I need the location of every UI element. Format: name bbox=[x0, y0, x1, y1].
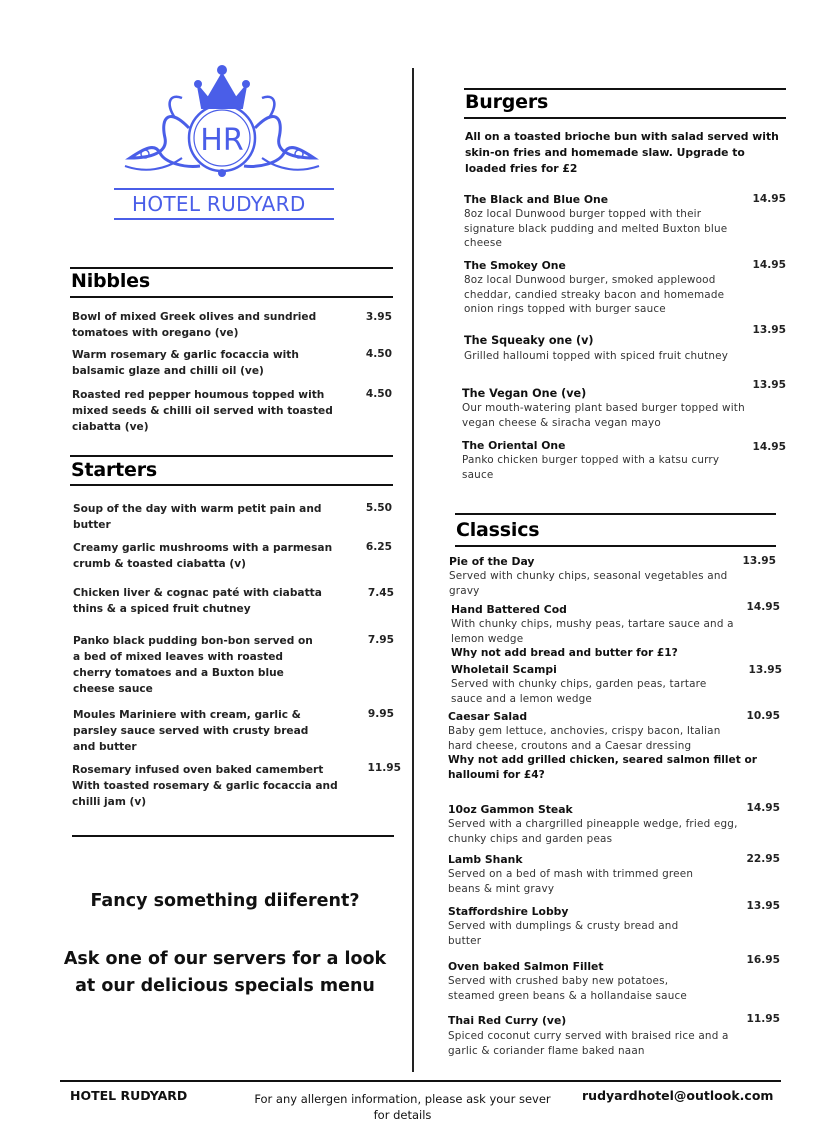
menu-item: Panko black pudding bon-bon served on a bed of mixed leaves with roasted cherry tomatoes and a Buxton blue cheese sauce bbox=[73, 635, 313, 695]
footer-email: rudyardhotel@outlook.com bbox=[582, 1088, 774, 1103]
item-name: Lamb Shank bbox=[448, 853, 523, 866]
burgers-intro: All on a toasted brioche bun with salad served with skin-on fries and homemade slaw. Upgrade to loaded fries for £2 bbox=[465, 130, 779, 175]
item-desc: 8oz local Dunwood burger, smoked applewood cheddar, candied streaky bacon and homemade onion rings topped with burger sauce bbox=[464, 274, 725, 315]
item-name: 10oz Gammon Steak bbox=[448, 803, 573, 816]
classics-rule-top bbox=[455, 513, 776, 515]
nibbles-title: Nibbles bbox=[71, 270, 150, 292]
menu-price: 14.95 bbox=[752, 259, 786, 271]
item-desc: Served on a bed of mash with trimmed green beans & mint gravy bbox=[448, 868, 694, 895]
promo-body: Ask one of our servers for a look at our delicious specials menu bbox=[63, 949, 387, 996]
item-name: Wholetail Scampi bbox=[451, 663, 557, 676]
logo-rule-bottom bbox=[114, 218, 334, 220]
menu-price: 4.50 bbox=[365, 388, 392, 400]
item-desc: Served with crushed baby new potatoes, steamed green beans & a hollandaise sauce bbox=[448, 975, 688, 1002]
menu-item: Chicken liver & cognac paté with ciabatta thins & a spiced fruit chutney bbox=[73, 587, 322, 615]
hotel-logo bbox=[110, 58, 335, 223]
starters-rule-bottom bbox=[70, 484, 393, 486]
nibbles-rule-top bbox=[70, 267, 393, 269]
burgers-rule-bottom bbox=[464, 117, 786, 119]
item-name: Oven baked Salmon Fillet bbox=[448, 960, 604, 973]
item-desc: With chunky chips, mushy peas, tartare sauce and a lemon wedge bbox=[451, 618, 734, 645]
menu-item bbox=[462, 439, 754, 482]
menu-price: 13.95 bbox=[752, 379, 786, 391]
menu-item bbox=[451, 603, 746, 661]
footer-allergen-note: For any allergen information, please ask your sever for details bbox=[254, 1092, 551, 1122]
column-divider bbox=[412, 68, 414, 1072]
menu-price: 11.95 bbox=[746, 1013, 780, 1025]
item-desc: Grilled halloumi topped with spiced fruit chutney bbox=[464, 350, 729, 362]
logo-rule-top bbox=[114, 188, 334, 190]
menu-item: Roasted red pepper houmous topped with mixed seeds & chilli oil served with toasted ciabatta (ve) bbox=[72, 389, 333, 433]
menu-price: 14.95 bbox=[752, 441, 786, 453]
menu-item bbox=[448, 960, 718, 1003]
menu-item bbox=[448, 905, 698, 948]
logo-name: HOTEL RUDYARD bbox=[132, 192, 306, 216]
menu-price: 22.95 bbox=[746, 853, 780, 865]
footer-rule bbox=[60, 1080, 781, 1082]
burgers-rule-top bbox=[464, 88, 786, 90]
menu-item: Bowl of mixed Greek olives and sundried tomatoes with oregano (ve) bbox=[72, 311, 317, 339]
starters-rule-top bbox=[70, 455, 393, 457]
starters-rule-end bbox=[72, 835, 394, 837]
item-desc: Served with chunky chips, seasonal vegetables and gravy bbox=[449, 570, 728, 597]
menu-price: 14.95 bbox=[746, 601, 780, 613]
burgers-title: Burgers bbox=[465, 91, 549, 113]
menu-price: 4.50 bbox=[365, 348, 392, 360]
menu-price: 13.95 bbox=[752, 324, 786, 336]
menu-price: 13.95 bbox=[748, 664, 782, 676]
crown-crest-icon bbox=[110, 58, 335, 188]
menu-item: Warm rosemary & garlic focaccia with balsamic glaze and chilli oil (ve) bbox=[72, 349, 299, 377]
item-note: Why not add grilled chicken, seared salmon fillet or halloumi for £4? bbox=[448, 754, 757, 781]
classics-rule-bottom bbox=[455, 545, 776, 547]
menu-price: 3.95 bbox=[365, 311, 392, 323]
menu-price: 14.95 bbox=[752, 193, 786, 205]
item-desc: 8oz local Dunwood burger topped with their signature black pudding and melted Buxton blue cheese bbox=[464, 208, 728, 249]
menu-item bbox=[464, 259, 749, 317]
item-desc: Panko chicken burger topped with a katsu curry sauce bbox=[462, 454, 720, 481]
menu-item: Rosemary infused oven baked camembert With toasted rosemary & garlic focaccia and chilli jam (v) bbox=[72, 764, 338, 808]
item-name: The Oriental One bbox=[462, 439, 566, 452]
item-name: Caesar Salad bbox=[448, 710, 528, 723]
nibbles-rule-bottom bbox=[70, 296, 393, 298]
svg-text:HR: HR bbox=[200, 123, 244, 158]
item-name: The Black and Blue One bbox=[464, 193, 609, 206]
footer-hotel-name: HOTEL RUDYARD bbox=[70, 1088, 188, 1103]
menu-item: Moules Mariniere with cream, garlic & parsley sauce served with crusty bread and butter bbox=[73, 709, 309, 753]
menu-price: 6.25 bbox=[365, 541, 392, 553]
item-desc: Our mouth-watering plant based burger topped with vegan cheese & siracha vegan mayo bbox=[462, 402, 745, 429]
menu-item bbox=[448, 803, 748, 846]
menu-item bbox=[451, 663, 741, 706]
item-name: The Smokey One bbox=[464, 259, 566, 272]
menu-item bbox=[448, 1012, 743, 1058]
menu-price: 7.95 bbox=[367, 634, 394, 646]
item-desc: Spiced coconut curry served with braised rice and a garlic & coriander flame baked naan bbox=[448, 1030, 729, 1057]
item-desc: Served with a chargrilled pineapple wedge, fried egg, chunky chips and garden peas bbox=[448, 818, 738, 845]
menu-item: Creamy garlic mushrooms with a parmesan crumb & toasted ciabatta (v) bbox=[73, 542, 333, 570]
promo-heading: Fancy something diiferent? bbox=[90, 891, 360, 911]
menu-price: 7.45 bbox=[367, 587, 394, 599]
item-name: Hand Battered Cod bbox=[451, 603, 567, 616]
item-name: Staffordshire Lobby bbox=[448, 905, 569, 918]
menu-item bbox=[448, 853, 713, 896]
menu-price: 13.95 bbox=[742, 555, 776, 567]
item-desc: Baby gem lettuce, anchovies, crispy bacon, Italian hard cheese, croutons and a Caesar dressing bbox=[448, 725, 721, 752]
item-desc: Served with chunky chips, garden peas, tartare sauce and a lemon wedge bbox=[451, 678, 707, 705]
menu-price: 9.95 bbox=[367, 708, 394, 720]
item-name: The Squeaky one (v) bbox=[464, 334, 594, 347]
item-note: Why not add bread and butter for £1? bbox=[451, 647, 678, 659]
menu-price: 10.95 bbox=[746, 710, 780, 722]
menu-price: 11.95 bbox=[367, 762, 401, 774]
menu-item bbox=[462, 386, 754, 430]
item-name: The Vegan One (ve) bbox=[462, 387, 587, 400]
menu-price: 16.95 bbox=[746, 954, 780, 966]
classics-title: Classics bbox=[456, 519, 540, 541]
item-name: Thai Red Curry (ve) bbox=[448, 1014, 567, 1027]
menu-item bbox=[449, 555, 741, 598]
menu-price: 5.50 bbox=[365, 502, 392, 514]
item-desc: Served with dumplings & crusty bread and butter bbox=[448, 920, 679, 947]
item-name: Pie of the Day bbox=[449, 555, 535, 568]
menu-item bbox=[448, 710, 778, 782]
menu-item bbox=[464, 193, 749, 251]
menu-price: 14.95 bbox=[746, 802, 780, 814]
starters-title: Starters bbox=[71, 459, 158, 481]
menu-item bbox=[464, 333, 734, 364]
menu-item: Soup of the day with warm petit pain and butter bbox=[73, 503, 322, 531]
menu-price: 13.95 bbox=[746, 900, 780, 912]
